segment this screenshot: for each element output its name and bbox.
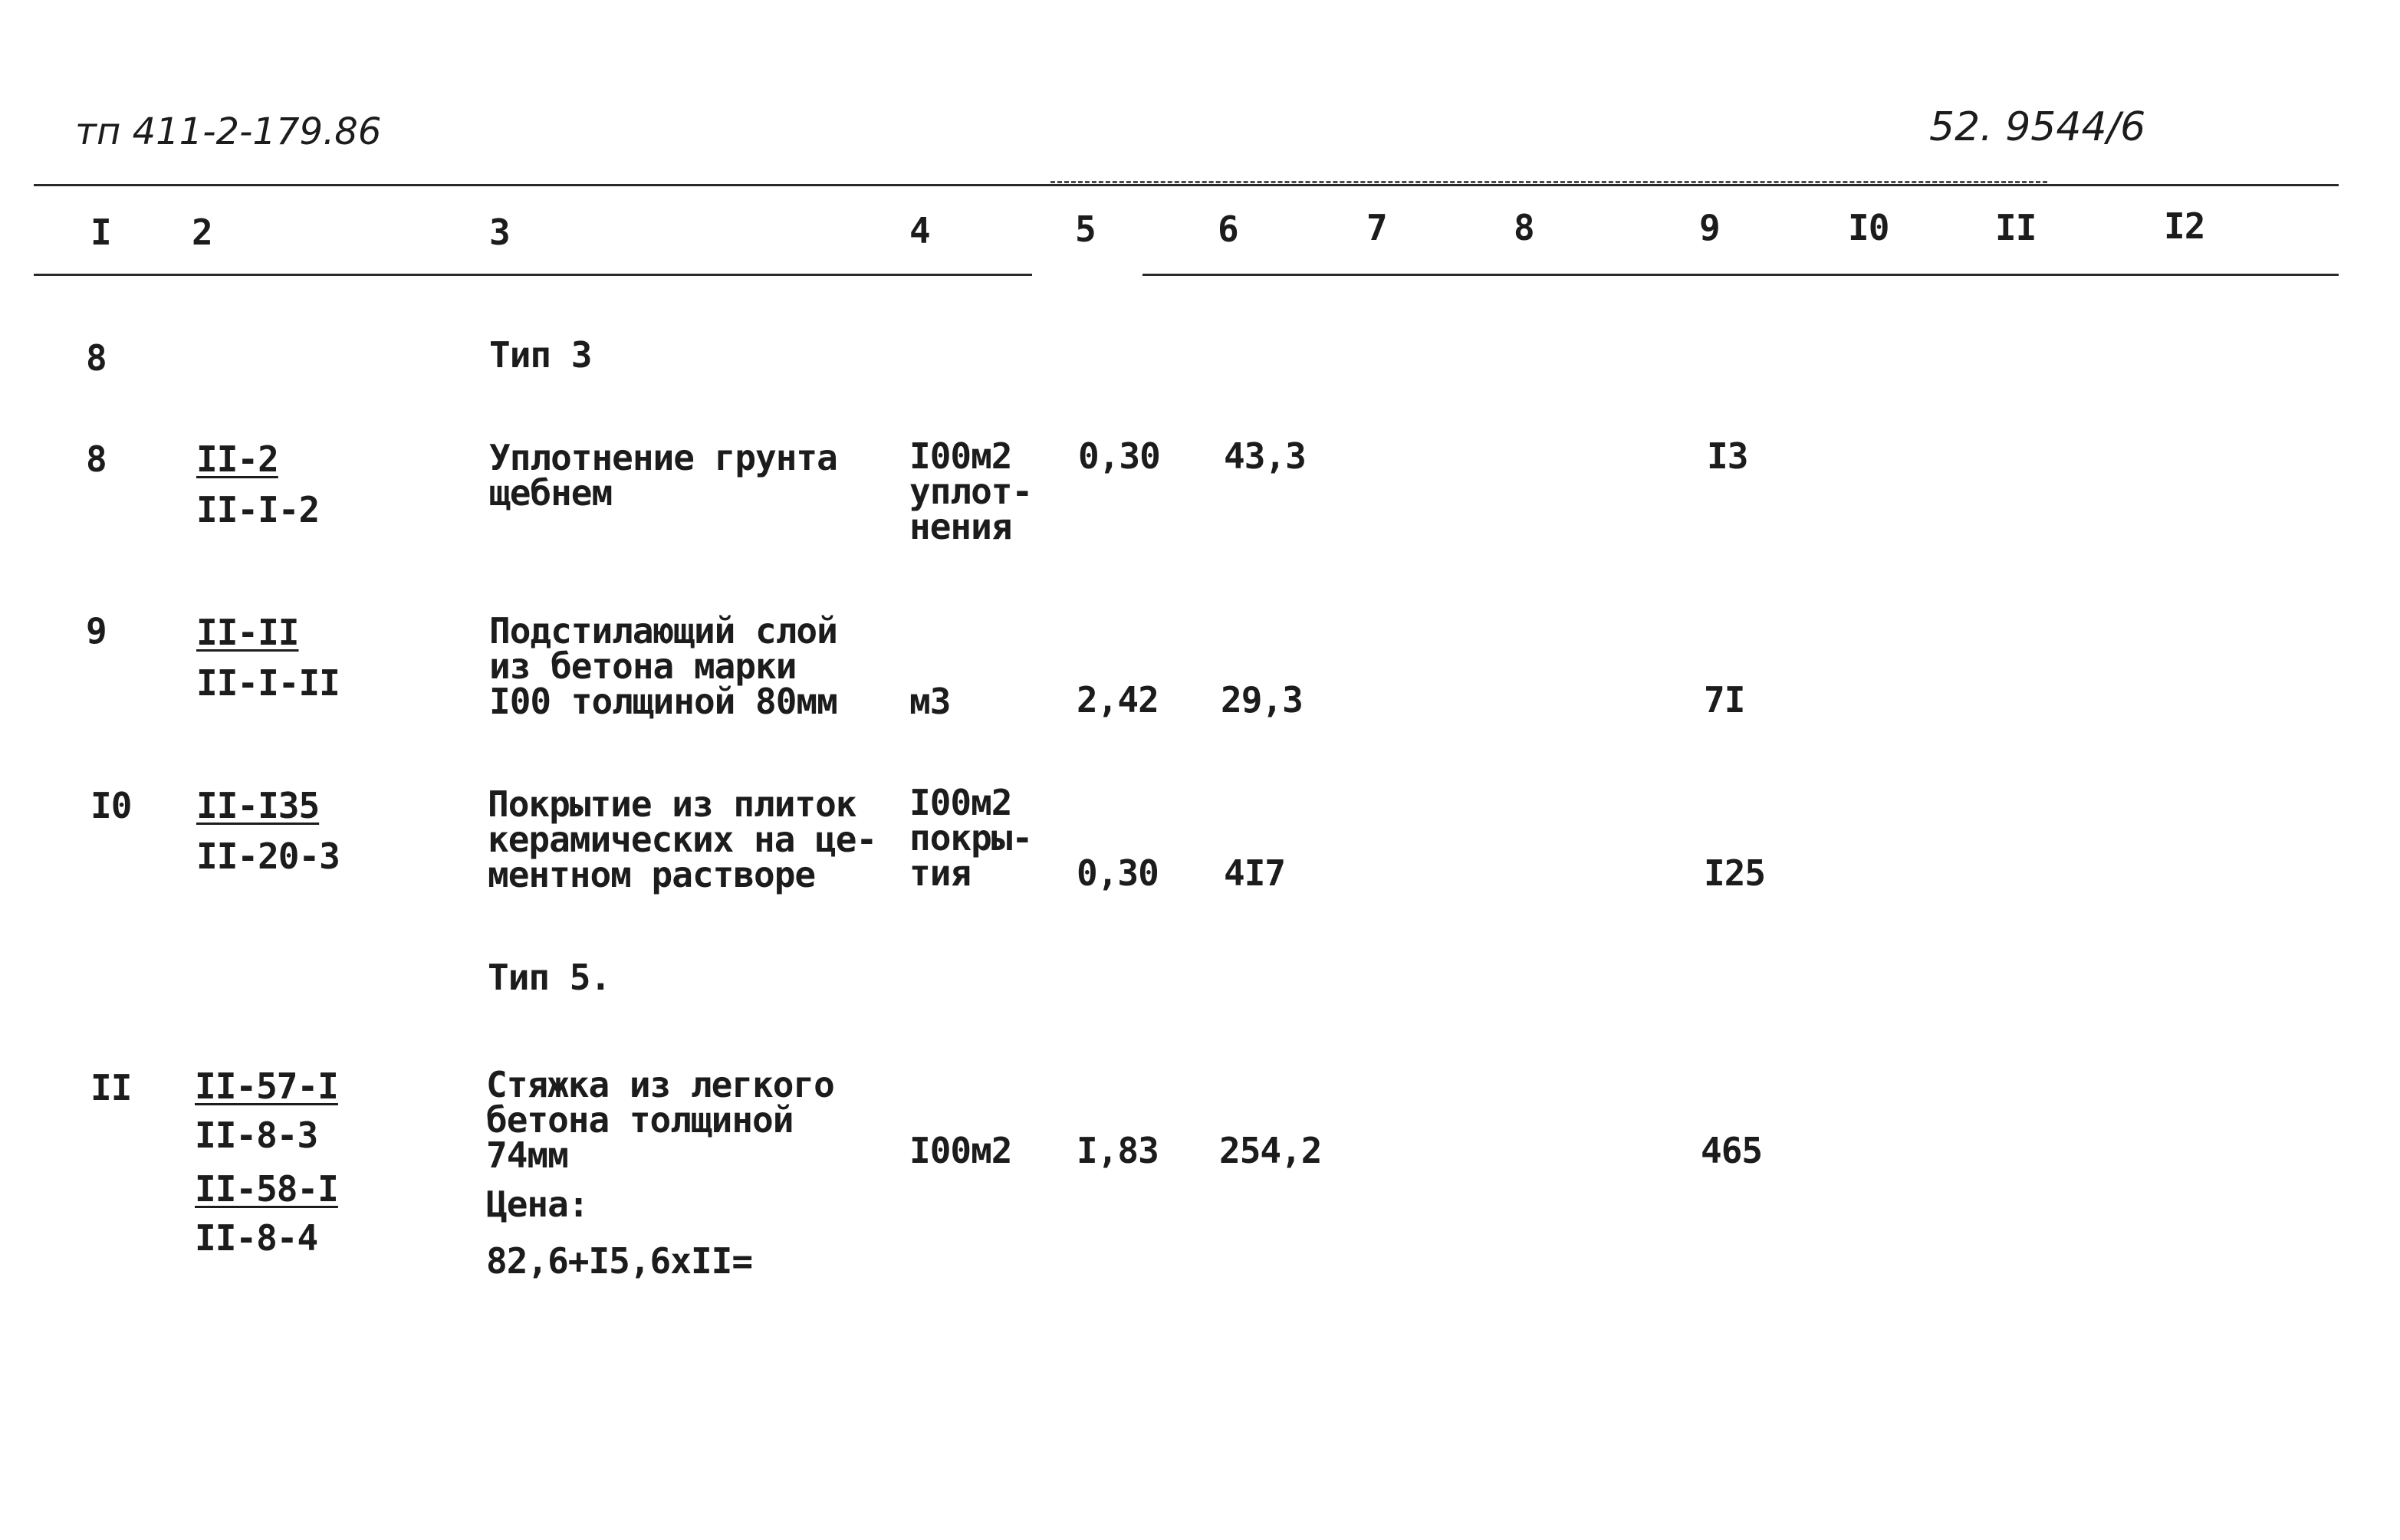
norm-code-bottom-2: II-8-4 <box>195 1217 318 1259</box>
col-10: I0 <box>1848 207 1889 248</box>
header-top-rule-dashed <box>1050 181 2047 183</box>
row-number: 8 <box>86 438 107 480</box>
work-description: Уплотнение грунта щебнем <box>489 437 837 514</box>
unit-price: 254,2 <box>1219 1130 1322 1171</box>
norm-code-top: II-2 <box>196 438 278 480</box>
quantity: 2,42 <box>1077 679 1159 721</box>
page-reference: 52. 9544/6 <box>1929 104 2146 150</box>
total-cost: I3 <box>1707 435 1748 477</box>
row-number: I0 <box>90 785 132 826</box>
header-top-rule <box>34 184 2339 186</box>
total-cost: I25 <box>1704 852 1766 894</box>
quantity: 0,30 <box>1077 852 1159 894</box>
norm-code-top: II-II <box>196 612 299 653</box>
norm-code-bottom: II-8-3 <box>195 1115 318 1156</box>
row-number: 9 <box>86 610 107 652</box>
col-5: 5 <box>1075 209 1096 250</box>
section-title: Тип 3 <box>489 334 592 376</box>
col-11: II <box>1995 207 2037 248</box>
norm-code-top-2: II-58-I <box>195 1168 338 1210</box>
col-2: 2 <box>192 212 212 253</box>
unit-price: 29,3 <box>1221 679 1303 721</box>
price-formula: 82,6+I5,6xII= <box>486 1240 753 1282</box>
unit-price: 4I7 <box>1224 852 1286 894</box>
norm-code-bottom: II-20-3 <box>196 836 340 877</box>
col-12: I2 <box>2164 205 2205 247</box>
document-code: тп 411-2-179.86 <box>75 110 382 153</box>
header-bottom-rule-right <box>1142 274 2339 276</box>
norm-code-top: II-57-I <box>195 1066 338 1107</box>
norm-code-bottom: II-I-2 <box>196 489 320 530</box>
col-1: I <box>90 212 111 253</box>
col-7: 7 <box>1366 207 1387 248</box>
work-description: Стяжка из легкого бетона толщиной 74мм <box>486 1064 834 1176</box>
quantity: I,83 <box>1077 1130 1159 1171</box>
col-9: 9 <box>1699 207 1720 248</box>
unit: I00м2 покры- тия <box>909 782 1033 894</box>
row-number: 8 <box>86 337 107 379</box>
col-4: 4 <box>909 210 930 251</box>
price-label: Цена: <box>486 1184 589 1225</box>
header-bottom-rule-left <box>34 274 1032 276</box>
total-cost: 7I <box>1704 679 1745 721</box>
unit: м3 <box>909 681 951 722</box>
col-6: 6 <box>1218 209 1238 250</box>
norm-code-top: II-I35 <box>196 785 320 826</box>
col-8: 8 <box>1514 207 1534 248</box>
total-cost: 465 <box>1701 1130 1763 1171</box>
col-3: 3 <box>489 212 510 253</box>
work-description: Подстилающий слой из бетона марки I00 толщиной 80мм <box>489 610 837 722</box>
norm-code-bottom: II-I-II <box>196 662 340 704</box>
section-title: Тип 5. <box>488 957 611 998</box>
unit: I00м2 уплот- нения <box>909 435 1033 547</box>
unit-price: 43,3 <box>1224 435 1306 477</box>
quantity: 0,30 <box>1078 435 1160 477</box>
work-description: Покрытие из плиток керамических на це- ментном растворе <box>488 783 877 895</box>
unit: I00м2 <box>909 1130 1012 1171</box>
row-number: II <box>90 1067 132 1108</box>
